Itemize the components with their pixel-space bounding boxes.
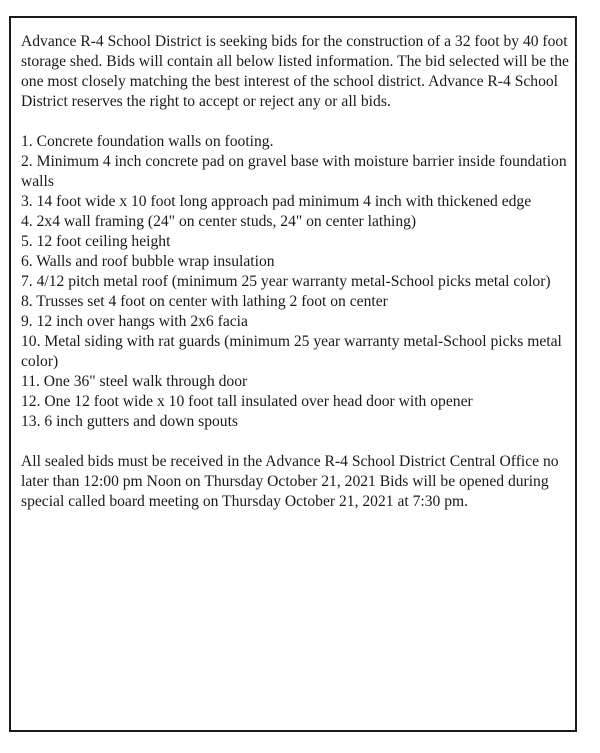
- closing-paragraph: All sealed bids must be received in the Advance R-4 School District Central Office no later than 12:00 pm Noon on Thursday October 21, 2021 Bids will be opened during special called board meeting on Thursday October 21, 2021 at 7:30 pm.: [21, 453, 559, 510]
- list-item: 12. One 12 foot wide x 10 foot tall insulated over head door with opener: [21, 393, 473, 410]
- list-item: 3. 14 foot wide x 10 foot long approach pad minimum 4 inch with thickened edge: [21, 193, 532, 210]
- list-item: 5. 12 foot ceiling height: [21, 233, 171, 250]
- list-item: 8. Trusses set 4 foot on center with lathing 2 foot on center: [21, 293, 388, 310]
- list-item: 13. 6 inch gutters and down spouts: [21, 413, 238, 430]
- bid-notice: [9, 16, 577, 732]
- intro-paragraph: Advance R-4 School District is seeking bids for the construction of a 32 foot by 40 foot storage shed. Bids will contain all below listed information. The bid selected will be the one most closely matching the best interest of the school district. Advance R-4 School District reserves the right to accept or reject any or all bids.: [21, 33, 569, 110]
- list-item: 11. One 36" steel walk through door: [21, 373, 248, 390]
- list-item: 4. 2x4 wall framing (24" on center studs, 24" on center lathing): [21, 213, 417, 230]
- list-item: 9. 12 inch over hangs with 2x6 facia: [21, 313, 248, 330]
- list-item: 10. Metal siding with rat guards (minimum 25 year warranty metal-School picks metal color): [21, 333, 562, 370]
- list-item: 1. Concrete foundation walls on footing.: [21, 133, 274, 150]
- list-item: 7. 4/12 pitch metal roof (minimum 25 year warranty metal-School picks metal color): [21, 273, 551, 290]
- list-item: 6. Walls and roof bubble wrap insulation: [21, 253, 275, 270]
- list-item: 2. Minimum 4 inch concrete pad on gravel base with moisture barrier inside foundation walls: [21, 153, 567, 190]
- requirements-list: [21, 132, 569, 432]
